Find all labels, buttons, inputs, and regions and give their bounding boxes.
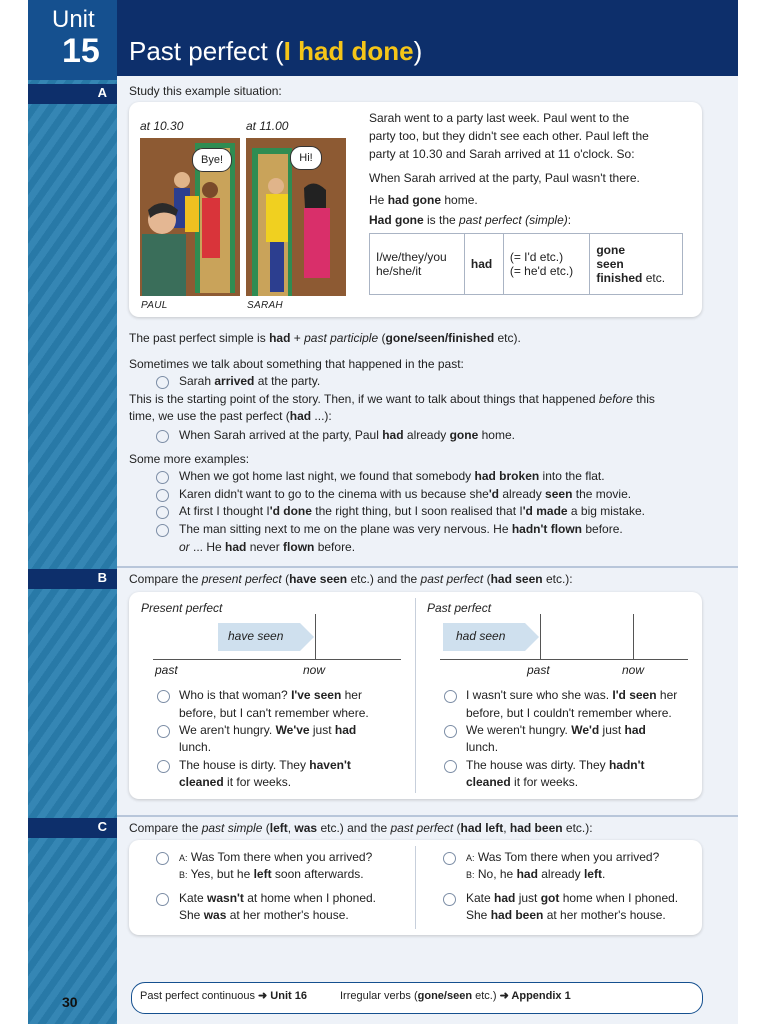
table-participles: gone seen finished etc. (590, 234, 683, 295)
illustration-panel-sarah (246, 138, 346, 296)
bullet-circle (156, 471, 169, 484)
more-example-2: Karen didn't want to go to the cinema with us because she'd already seen the movie. (179, 487, 632, 501)
bullet-circle (443, 893, 456, 906)
timeline-right (440, 659, 688, 660)
pastp-kate-line-1: Kate had just got home when I phoned. (466, 891, 679, 905)
ps-dialog-a: A: Was Tom there when you arrived? (179, 850, 373, 864)
speech-bubble-bye: Bye! (192, 148, 232, 172)
arrow-icon: ➜ (258, 990, 268, 1002)
bullet-circle (157, 725, 170, 738)
arrow-icon: ➜ (499, 990, 509, 1002)
section-b-letter: B (97, 570, 107, 585)
timeline-past-left: past (155, 663, 178, 677)
story-line-1: Sarah went to a party last week. Paul went to the (369, 111, 630, 125)
bullet-circle (156, 524, 169, 537)
time-label-1: at 10.30 (140, 119, 184, 133)
section-b-band (28, 569, 117, 589)
example-had-gone: When Sarah arrived at the party, Paul had already gone home. (179, 428, 515, 442)
pastp-dialog-a: A: Was Tom there when you arrived? (466, 850, 660, 864)
pastp-example-3-line-2: cleaned it for weeks. (466, 775, 579, 789)
had-gone-definition: Had gone is the past perfect (simple): (369, 213, 572, 227)
pp-example-3-line-2: cleaned it for weeks. (179, 775, 292, 789)
bullet-circle (156, 430, 169, 443)
pastp-example-1-line-2: before, but I couldn't remember where. (466, 706, 672, 720)
time-label-2: at 11.00 (246, 119, 289, 133)
section-b-intro: Compare the present perfect (have seen etc.) and the past perfect (had seen etc.): (129, 572, 573, 586)
had-gone-example: He had gone home. (369, 193, 478, 207)
section-b-rule (117, 566, 738, 568)
more-example-3: At first I thought I'd done the right thing, but I soon realised that I'd made a big mistake. (179, 504, 645, 518)
illustration-panel-paul (140, 138, 240, 296)
section-c-intro: Compare the past simple (left, was etc.) and the past perfect (had left, had been etc.): (129, 821, 593, 835)
bullet-circle (444, 725, 457, 738)
timeline-now-right: now (622, 663, 645, 677)
column-divider (415, 846, 416, 929)
page-number: 30 (62, 994, 78, 1010)
sometimes-line: Sometimes we talk about something that happened in the past: (129, 357, 464, 371)
timeline-left (153, 659, 401, 660)
bullet-circle (444, 760, 457, 773)
pastp-example-1-line-1: I wasn't sure who she was. I'd seen her (466, 688, 678, 702)
story-line-3: party at 10.30 and Sarah arrived at 11 o'clock. So: (369, 147, 635, 161)
example-arrived: Sarah arrived at the party. (179, 374, 321, 388)
section-a-intro: Study this example situation: (129, 84, 282, 98)
arrow-label-had-seen: had seen (456, 629, 506, 643)
pastp-dialog-b: B: No, he had already left. (466, 867, 606, 881)
link-irregular-verbs[interactable]: Irregular verbs (gone/seen etc.) ➜ Appendix 1 (340, 990, 571, 1002)
bullet-circle (156, 376, 169, 389)
bullet-circle (156, 506, 169, 519)
bullet-circle (156, 489, 169, 502)
pastp-kate-line-2: She had been at her mother's house. (466, 908, 666, 922)
timeline-past-right: past (527, 663, 550, 677)
story-line-2: party too, but they didn't see each other. Paul left the (369, 129, 649, 143)
bullet-circle (156, 852, 169, 865)
unit-number: 15 (62, 32, 100, 70)
starting-point-line-1: This is the starting point of the story. Then, if we want to talk about things that happened before this (129, 392, 655, 406)
now-marker-left (315, 614, 316, 660)
now-marker-right (633, 614, 634, 660)
pastp-example-2-line-1: We weren't hungry. We'd just had (466, 723, 646, 737)
past-perfect-title: Past perfect (427, 601, 492, 615)
pastp-example-3-line-1: The house was dirty. They hadn't (466, 758, 645, 772)
table-contractions: (= I'd etc.) (= he'd etc.) (503, 234, 590, 295)
section-c-band (28, 818, 117, 838)
ps-kate-line-2: She was at her mother's house. (179, 908, 349, 922)
section-c-rule (117, 815, 738, 817)
bullet-circle (157, 690, 170, 703)
more-example-4-alt: or ... He had never flown before. (179, 540, 356, 554)
pp-example-1-line-1: Who is that woman? I've seen her (179, 688, 362, 702)
section-a-letter: A (97, 85, 107, 100)
rule-line: The past perfect simple is had + past participle (gone/seen/finished etc). (129, 331, 521, 345)
more-example-4: The man sitting next to me on the plane was very nervous. He hadn't flown before. (179, 522, 623, 536)
caption-paul: PAUL (141, 300, 168, 311)
more-example-1: When we got home last night, we found that somebody had broken into the flat. (179, 469, 605, 483)
caption-sarah: SARAH (247, 300, 283, 311)
ps-dialog-b: B: Yes, but he left soon afterwards. (179, 867, 364, 881)
starting-point-line-2: time, we use the past perfect (had ...): (129, 409, 332, 423)
section-c-letter: C (97, 819, 107, 834)
bullet-circle (157, 760, 170, 773)
bullet-circle (443, 852, 456, 865)
table-subjects: I/we/they/you he/she/it (370, 234, 465, 295)
speech-bubble-hi: Hi! (290, 146, 322, 170)
story-conclusion: When Sarah arrived at the party, Paul wasn't there. (369, 171, 640, 185)
ps-kate-line-1: Kate wasn't at home when I phoned. (179, 891, 376, 905)
timeline-now-left: now (303, 663, 326, 677)
unit-box (28, 0, 117, 80)
more-examples-heading: Some more examples: (129, 452, 250, 466)
bullet-circle (156, 893, 169, 906)
pastp-example-2-line-2: lunch. (466, 740, 499, 754)
present-perfect-title: Present perfect (141, 601, 223, 615)
section-a-band (28, 84, 117, 104)
table-aux: had (464, 234, 503, 295)
unit-label: Unit (52, 6, 95, 33)
past-marker-right (540, 614, 541, 660)
link-past-perfect-continuous[interactable]: Past perfect continuous ➜ Unit 16 (140, 990, 307, 1002)
past-perfect-table (369, 233, 683, 295)
pp-example-3-line-1: The house is dirty. They haven't (179, 758, 351, 772)
sidebar-strip (28, 0, 117, 1024)
page-title: Past perfect (I had done) (129, 36, 423, 66)
pp-example-2-line-1: We aren't hungry. We've just had (179, 723, 357, 737)
column-divider (415, 598, 416, 793)
bullet-circle (444, 690, 457, 703)
arrow-label-have-seen: have seen (228, 629, 284, 643)
pp-example-2-line-2: lunch. (179, 740, 212, 754)
pp-example-1-line-2: before, but I can't remember where. (179, 706, 369, 720)
